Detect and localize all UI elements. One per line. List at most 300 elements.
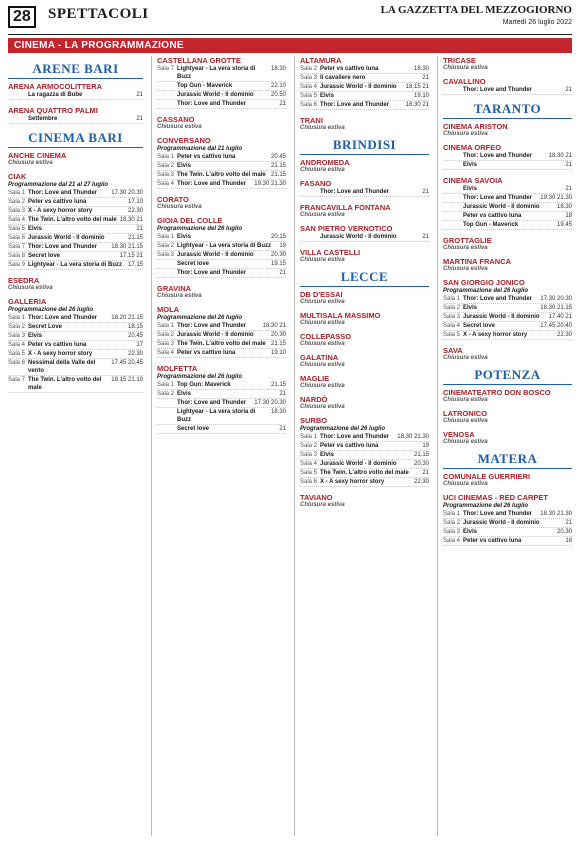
showtime-row xyxy=(300,233,429,242)
cinema-name: VILLA CASTELLI xyxy=(300,248,361,257)
showtimes: 17.15 21 xyxy=(119,253,143,259)
cinema-listing xyxy=(300,179,429,197)
closure-note: Chiusura estiva xyxy=(443,397,488,403)
film-title: The Twin. L'altro volto del male xyxy=(177,172,266,178)
showtimes: 21 xyxy=(422,234,429,240)
screen-label: Sala 3 xyxy=(443,314,461,320)
showtime-row xyxy=(443,528,572,537)
cinema-listing xyxy=(157,216,286,278)
closure-note: Chiusura estiva xyxy=(443,65,488,71)
cinema-listing xyxy=(157,195,286,210)
film-title: Thor: Love and Thunder xyxy=(177,101,246,107)
screen-label xyxy=(443,221,463,229)
cinema-name: ESEDRA xyxy=(8,276,40,285)
screen-label: Sala 2 xyxy=(8,199,26,205)
showtimes: 20.30 xyxy=(413,461,429,467)
showtime-row xyxy=(443,304,572,313)
showtimes: 18.30 xyxy=(270,409,286,415)
screen-label xyxy=(8,91,28,99)
listing-column xyxy=(8,56,143,836)
showtimes: 17.30 20.30 xyxy=(111,190,143,196)
cinema-name: CASSANO xyxy=(157,115,195,124)
city-heading: LECCE xyxy=(300,269,429,287)
screen-label xyxy=(443,185,463,193)
film-title: Top Gun - Maverick xyxy=(177,83,233,89)
screen-label: Sala 1 xyxy=(443,296,461,302)
screen-label xyxy=(443,152,463,160)
showtimes: 21 xyxy=(422,189,429,195)
closure-note: Chiusura estiva xyxy=(157,293,202,299)
screen-label: Sala 2 xyxy=(443,520,461,526)
showtime-row xyxy=(157,399,286,408)
showtime-row xyxy=(157,65,286,82)
film-title: Elvis xyxy=(463,186,478,192)
closure-note: Chiusura estiva xyxy=(443,266,488,272)
closure-note: Chiusura estiva xyxy=(8,160,53,166)
closure-note: Chiusura estiva xyxy=(300,257,345,263)
showtimes: 17.15 xyxy=(127,262,143,268)
cinema-name: NARDÒ xyxy=(300,395,328,404)
film-title: X - A sexy horror story xyxy=(28,208,93,214)
cinema-name: MOLFETTA xyxy=(157,364,198,373)
cinema-listing xyxy=(443,143,572,170)
closure-note: Chiusura estiva xyxy=(300,404,345,410)
closure-note: Chiusura estiva xyxy=(300,502,345,508)
cinema-name: DB D'ESSAI xyxy=(300,290,343,299)
showtime-row xyxy=(157,331,286,340)
screen-label: Sala 4 xyxy=(8,342,26,348)
showtimes: 21.15 xyxy=(270,172,286,178)
showtime-row xyxy=(157,171,286,180)
showtimes: 18.15 xyxy=(127,324,143,330)
film-title: Thor: Love and Thunder xyxy=(28,315,97,321)
showtimes: 18 xyxy=(565,213,572,219)
cinema-listing xyxy=(300,203,429,218)
schedule-note: Programmazione del 26 luglio xyxy=(443,288,529,294)
listings-columns xyxy=(8,56,572,836)
film-title: Elvis xyxy=(463,529,478,535)
showtimes: 21 xyxy=(279,391,286,397)
cinema-listing xyxy=(300,332,429,347)
closure-note: Chiusura estiva xyxy=(300,341,345,347)
showtimes: 21 xyxy=(565,87,572,93)
cinema-name: MULTISALA MASSIMO xyxy=(300,311,381,320)
cinema-name: SAVA xyxy=(443,346,463,355)
showtime-row xyxy=(8,115,143,124)
showtimes: 20.50 xyxy=(270,92,286,98)
cinema-listing xyxy=(8,106,143,124)
showtime-row xyxy=(157,349,286,358)
film-title: Jurassic World - Il dominio xyxy=(463,314,540,320)
cinema-name: ANCHE CINEMA xyxy=(8,151,67,160)
film-title: Lightyear - La vera storia di Buzz xyxy=(177,243,272,249)
screen-label xyxy=(157,425,177,433)
closure-note: Chiusura estiva xyxy=(443,245,488,251)
cinema-listing xyxy=(8,151,143,166)
cinema-name: GIOIA DEL COLLE xyxy=(157,216,223,225)
closure-note: Chiusura estiva xyxy=(157,204,202,210)
city-heading: ARENE BARI xyxy=(8,61,143,79)
cinema-listing xyxy=(443,472,572,487)
cinema-listing xyxy=(300,290,429,305)
film-title: Peter vs cattivo luna xyxy=(320,66,379,72)
cinema-name: ARENA ARMOCOLITTERA xyxy=(8,82,103,91)
film-title: Elvis xyxy=(177,391,192,397)
showtimes: 20.15 xyxy=(270,234,286,240)
cinema-name: SURBO xyxy=(300,416,328,425)
screen-label: Sala 6 xyxy=(8,360,26,366)
showtimes: 20.30 xyxy=(270,332,286,338)
cinema-name: ALTAMURA xyxy=(300,56,342,65)
film-title: Elvis xyxy=(28,226,43,232)
screen-label: Sala 2 xyxy=(157,391,175,397)
showtimes: 18.30 21 xyxy=(262,323,286,329)
film-title: Peter vs cattivo luna xyxy=(28,342,87,348)
screen-label: Sala 5 xyxy=(300,470,318,476)
showtime-row xyxy=(8,350,143,359)
showtimes: 17.40 21 xyxy=(548,314,572,320)
closure-note: Chiusura estiva xyxy=(300,383,345,389)
cinema-name: CINEMA ARISTON xyxy=(443,122,508,131)
screen-label: Sala 1 xyxy=(8,190,26,196)
schedule-note: Programmazione dal 21 luglio xyxy=(157,146,243,152)
cinema-name: FRANCAVILLA FONTANA xyxy=(300,203,391,212)
cinema-name: COLLEPASSO xyxy=(300,332,352,341)
showtime-row xyxy=(443,519,572,528)
closure-note: Chiusura estiva xyxy=(443,131,488,137)
city-heading: POTENZA xyxy=(443,367,572,385)
showtime-row xyxy=(443,537,572,546)
showtimes: 20.45 xyxy=(270,154,286,160)
cinema-listing xyxy=(443,493,572,546)
screen-label: Sala 5 xyxy=(8,226,26,232)
showtimes: 21.15 xyxy=(270,341,286,347)
showtimes: 18.30 xyxy=(270,66,286,72)
cinema-listing xyxy=(157,305,286,358)
section-banner: CINEMA - LA PROGRAMMAZIONE xyxy=(8,38,572,53)
closure-note: Chiusura estiva xyxy=(300,299,345,305)
showtime-row xyxy=(8,198,143,207)
film-title: Jurassic World - Il dominio xyxy=(320,461,397,467)
showtime-row xyxy=(8,234,143,243)
screen-label: Sala 8 xyxy=(8,253,26,259)
showtimes: 21 xyxy=(279,101,286,107)
showtime-row xyxy=(8,314,143,323)
showtimes: 18.30 xyxy=(556,204,572,210)
schedule-note: Programmazione del 26 luglio xyxy=(8,307,94,313)
showtimes: 21 xyxy=(422,75,429,81)
cinema-name: CIAK xyxy=(8,172,27,181)
showtimes: 21.15 xyxy=(413,452,429,458)
closure-note: Chiusura estiva xyxy=(300,320,345,326)
screen-label: Sala 5 xyxy=(300,93,318,99)
showtime-row xyxy=(157,180,286,189)
showtime-row xyxy=(8,332,143,341)
screen-label: Sala 3 xyxy=(443,529,461,535)
showtimes: 20.30 xyxy=(270,252,286,258)
issue-date: Martedì 26 luglio 2022 xyxy=(502,19,572,26)
film-title: Jurassic World - Il dominio xyxy=(177,92,254,98)
cinema-name: GALATINA xyxy=(300,353,339,362)
screen-label xyxy=(443,212,463,220)
film-title: Secret Love xyxy=(28,324,63,330)
film-title: Jurassic World - Il dominio xyxy=(463,204,540,210)
cinema-listing xyxy=(8,82,143,100)
screen-label xyxy=(443,161,463,169)
screen-label xyxy=(157,408,177,424)
showtimes: 21.15 xyxy=(127,235,143,241)
schedule-note: Programmazione del 26 luglio xyxy=(157,226,243,232)
showtime-row xyxy=(300,451,429,460)
screen-label: Sala 2 xyxy=(157,243,175,249)
cinema-name: LATRONICO xyxy=(443,409,488,418)
film-title: Settembre xyxy=(28,116,58,122)
cinema-listing xyxy=(300,248,429,263)
screen-label: Sala 3 xyxy=(8,333,26,339)
closure-note: Chiusura estiva xyxy=(443,439,488,445)
closure-note: Chiusura estiva xyxy=(443,481,488,487)
film-title: Il cavaliere nero xyxy=(320,75,366,81)
showtime-row xyxy=(443,313,572,322)
showtime-row xyxy=(300,478,429,487)
film-title: Thor: Love and Thunder xyxy=(28,244,97,250)
showtime-row xyxy=(300,433,429,442)
cinema-name: CAVALLINO xyxy=(443,77,486,86)
showtime-row xyxy=(300,74,429,83)
paper-name: LA GAZZETTA DEL MEZZOGIORNO xyxy=(380,4,572,16)
cinema-name: FASANO xyxy=(300,179,332,188)
film-title: Peter vs cattivo luna xyxy=(177,154,236,160)
film-title: Peter vs cattivo luna xyxy=(463,213,522,219)
screen-label: Sala 2 xyxy=(443,305,461,311)
screen-label xyxy=(300,188,320,196)
screen-label: Sala 6 xyxy=(8,235,26,241)
cinema-name: CINEMA SAVOIA xyxy=(443,176,503,185)
screen-label xyxy=(300,233,320,241)
showtime-row xyxy=(157,322,286,331)
showtime-row xyxy=(8,261,143,270)
showtimes: 19 xyxy=(422,443,429,449)
showtimes: 18.30 21.30 xyxy=(540,511,572,517)
film-title: Jurassic World - Il dominio xyxy=(177,332,254,338)
showtime-row xyxy=(300,469,429,478)
showtimes: 17.10 xyxy=(127,199,143,205)
cinema-listing xyxy=(157,115,286,130)
film-title: Jurassic World - Il dominio xyxy=(177,252,254,258)
film-title: Peter vs cattivo luna xyxy=(463,538,522,544)
cinema-listing xyxy=(443,278,572,340)
showtime-row xyxy=(157,269,286,278)
screen-label: Sala 7 xyxy=(8,377,26,383)
showtimes: 20.30 xyxy=(556,529,572,535)
cinema-listing xyxy=(300,311,429,326)
closure-note: Chiusura estiva xyxy=(300,212,345,218)
film-title: X - A sexy horror story xyxy=(463,332,528,338)
screen-label xyxy=(443,86,463,94)
screen-label: Sala 3 xyxy=(157,172,175,178)
showtime-row xyxy=(157,153,286,162)
showtimes: 19.45 xyxy=(556,222,572,228)
screen-label: Sala 2 xyxy=(300,443,318,449)
cinema-name: MARTINA FRANCA xyxy=(443,257,512,266)
showtime-row xyxy=(300,442,429,451)
screen-label: Sala 3 xyxy=(8,208,26,214)
film-title: Lightyear - La vera storia di Buzz xyxy=(177,409,256,423)
screen-label: Sala 4 xyxy=(157,181,175,187)
screen-label xyxy=(443,194,463,202)
listing-column xyxy=(437,56,572,836)
film-title: Secret love xyxy=(463,323,496,329)
cinema-name: MAGLIE xyxy=(300,374,330,383)
film-title: Thor: Love and Thunder xyxy=(463,511,532,517)
showtime-row xyxy=(443,86,572,95)
cinema-listing xyxy=(443,257,572,272)
screen-label: Sala 1 xyxy=(157,382,175,388)
cinema-listing xyxy=(157,136,286,189)
closure-note: Chiusura estiva xyxy=(8,285,53,291)
showtimes: 21.15 xyxy=(270,382,286,388)
cinema-listing xyxy=(443,409,572,424)
film-title: Elvis xyxy=(463,162,478,168)
schedule-note: Programmazione del 26 luglio xyxy=(300,426,386,432)
screen-label xyxy=(8,115,28,123)
showtime-row xyxy=(8,225,143,234)
cinema-name: VENOSA xyxy=(443,430,475,439)
cinema-listing xyxy=(300,353,429,368)
showtimes: 17 xyxy=(136,342,143,348)
closure-note: Chiusura estiva xyxy=(157,124,202,130)
showtime-row xyxy=(157,251,286,260)
cinema-listing xyxy=(300,416,429,487)
showtime-row xyxy=(8,91,143,100)
cinema-listing xyxy=(8,172,143,270)
showtime-row xyxy=(443,203,572,212)
showtime-row xyxy=(443,331,572,340)
screen-label xyxy=(157,399,177,407)
cinema-name: ANDROMEDA xyxy=(300,158,350,167)
film-title: Elvis xyxy=(28,333,43,339)
showtimes: 22.30 xyxy=(127,208,143,214)
showtimes: 17.45 20.45 xyxy=(111,360,143,366)
showtime-row xyxy=(157,162,286,171)
film-title: Secret love xyxy=(177,261,210,267)
film-title: Lightyear - La vera storia di Buzz xyxy=(28,262,123,268)
screen-label: Sala 4 xyxy=(443,323,461,329)
showtimes: 18.30 21.15 xyxy=(540,305,572,311)
showtime-row xyxy=(8,323,143,332)
film-title: Secret love xyxy=(28,253,61,259)
cinema-listing xyxy=(443,77,572,95)
screen-label: Sala 1 xyxy=(8,315,26,321)
screen-label: Sala 3 xyxy=(157,341,175,347)
showtime-row xyxy=(157,91,286,100)
showtime-row xyxy=(300,83,429,92)
city-heading: TARANTO xyxy=(443,101,572,119)
film-title: The Twin. L'altro volto del male xyxy=(28,217,117,223)
showtime-row xyxy=(8,376,143,393)
showtime-row xyxy=(8,252,143,261)
showtimes: 19.15 xyxy=(270,261,286,267)
showtimes: 21 xyxy=(136,226,143,232)
showtime-row xyxy=(443,212,572,221)
showtime-row xyxy=(157,408,286,425)
showtimes: 20.45 xyxy=(127,333,143,339)
screen-label: Sala 4 xyxy=(8,217,26,223)
showtime-row xyxy=(443,221,572,230)
cinema-listing xyxy=(443,430,572,445)
cinema-listing xyxy=(8,276,143,291)
showtimes: 21 xyxy=(136,92,143,98)
film-title: Thor: Love and Thunder xyxy=(463,153,532,159)
showtime-row xyxy=(157,242,286,251)
screen-label: Sala 2 xyxy=(8,324,26,330)
film-title: Elvis xyxy=(320,93,335,99)
screen-label: Sala 3 xyxy=(157,252,175,258)
film-title: Thor: Love and Thunder xyxy=(463,195,532,201)
screen-label: Sala 3 xyxy=(300,452,318,458)
showtime-row xyxy=(8,207,143,216)
film-title: Thor: Love and Thunder xyxy=(177,323,246,329)
showtime-row xyxy=(157,260,286,269)
film-title: Thor: Love and Thunder xyxy=(320,102,389,108)
cinema-name: SAN PIETRO VERNOTICO xyxy=(300,224,393,233)
cinema-listing xyxy=(300,56,429,110)
cinema-name: CINEMA ORFEO xyxy=(443,143,502,152)
city-heading: MATERA xyxy=(443,451,572,469)
schedule-note: Programmazione del 26 luglio xyxy=(157,315,243,321)
closure-note: Chiusura estiva xyxy=(443,355,488,361)
showtime-row xyxy=(443,194,572,203)
showtime-row xyxy=(8,243,143,252)
cinema-listing xyxy=(157,284,286,299)
showtime-row xyxy=(157,425,286,434)
screen-label: Sala 1 xyxy=(157,234,175,240)
showtimes: 17.45 20.40 xyxy=(540,323,572,329)
showtime-row xyxy=(300,188,429,197)
film-title: Lightyear - La vera storia di Buzz xyxy=(177,66,256,80)
film-title: Top Gun: Maverick xyxy=(177,382,231,388)
screen-label: Sala 2 xyxy=(300,66,318,72)
showtimes: 18.30 21 xyxy=(405,102,429,108)
showtimes: 18.30 21.30 xyxy=(397,434,429,440)
showtime-row xyxy=(300,460,429,469)
screen-label: Sala 7 xyxy=(157,66,175,72)
film-title: Jurassic World - Il dominio xyxy=(320,234,397,240)
cinema-name: CORATO xyxy=(157,195,189,204)
screen-label: Sala 9 xyxy=(8,262,26,268)
screen-label: Sala 6 xyxy=(300,479,318,485)
listing-column xyxy=(151,56,286,836)
screen-label: Sala 1 xyxy=(300,434,318,440)
schedule-note: Programmazione del 26 luglio xyxy=(443,503,529,509)
showtimes: 18.30 xyxy=(413,66,429,72)
film-title: X - A sexy horror story xyxy=(28,351,93,357)
showtimes: 21 xyxy=(136,116,143,122)
showtimes: 17.30 20.30 xyxy=(540,296,572,302)
closure-note: Chiusura estiva xyxy=(300,125,345,131)
film-title: Jurassic World - Il dominio xyxy=(28,235,105,241)
film-title: Thor: Love and Thunder xyxy=(320,189,389,195)
masthead xyxy=(8,0,572,35)
screen-label: Sala 1 xyxy=(157,323,175,329)
showtimes: 18.30 21.15 xyxy=(111,244,143,250)
showtimes: 21 xyxy=(279,270,286,276)
showtimes: 22.10 xyxy=(270,83,286,89)
cinema-listing xyxy=(157,56,286,109)
cinema-listing xyxy=(300,224,429,242)
screen-label: Sala 2 xyxy=(157,332,175,338)
showtime-row xyxy=(443,185,572,194)
